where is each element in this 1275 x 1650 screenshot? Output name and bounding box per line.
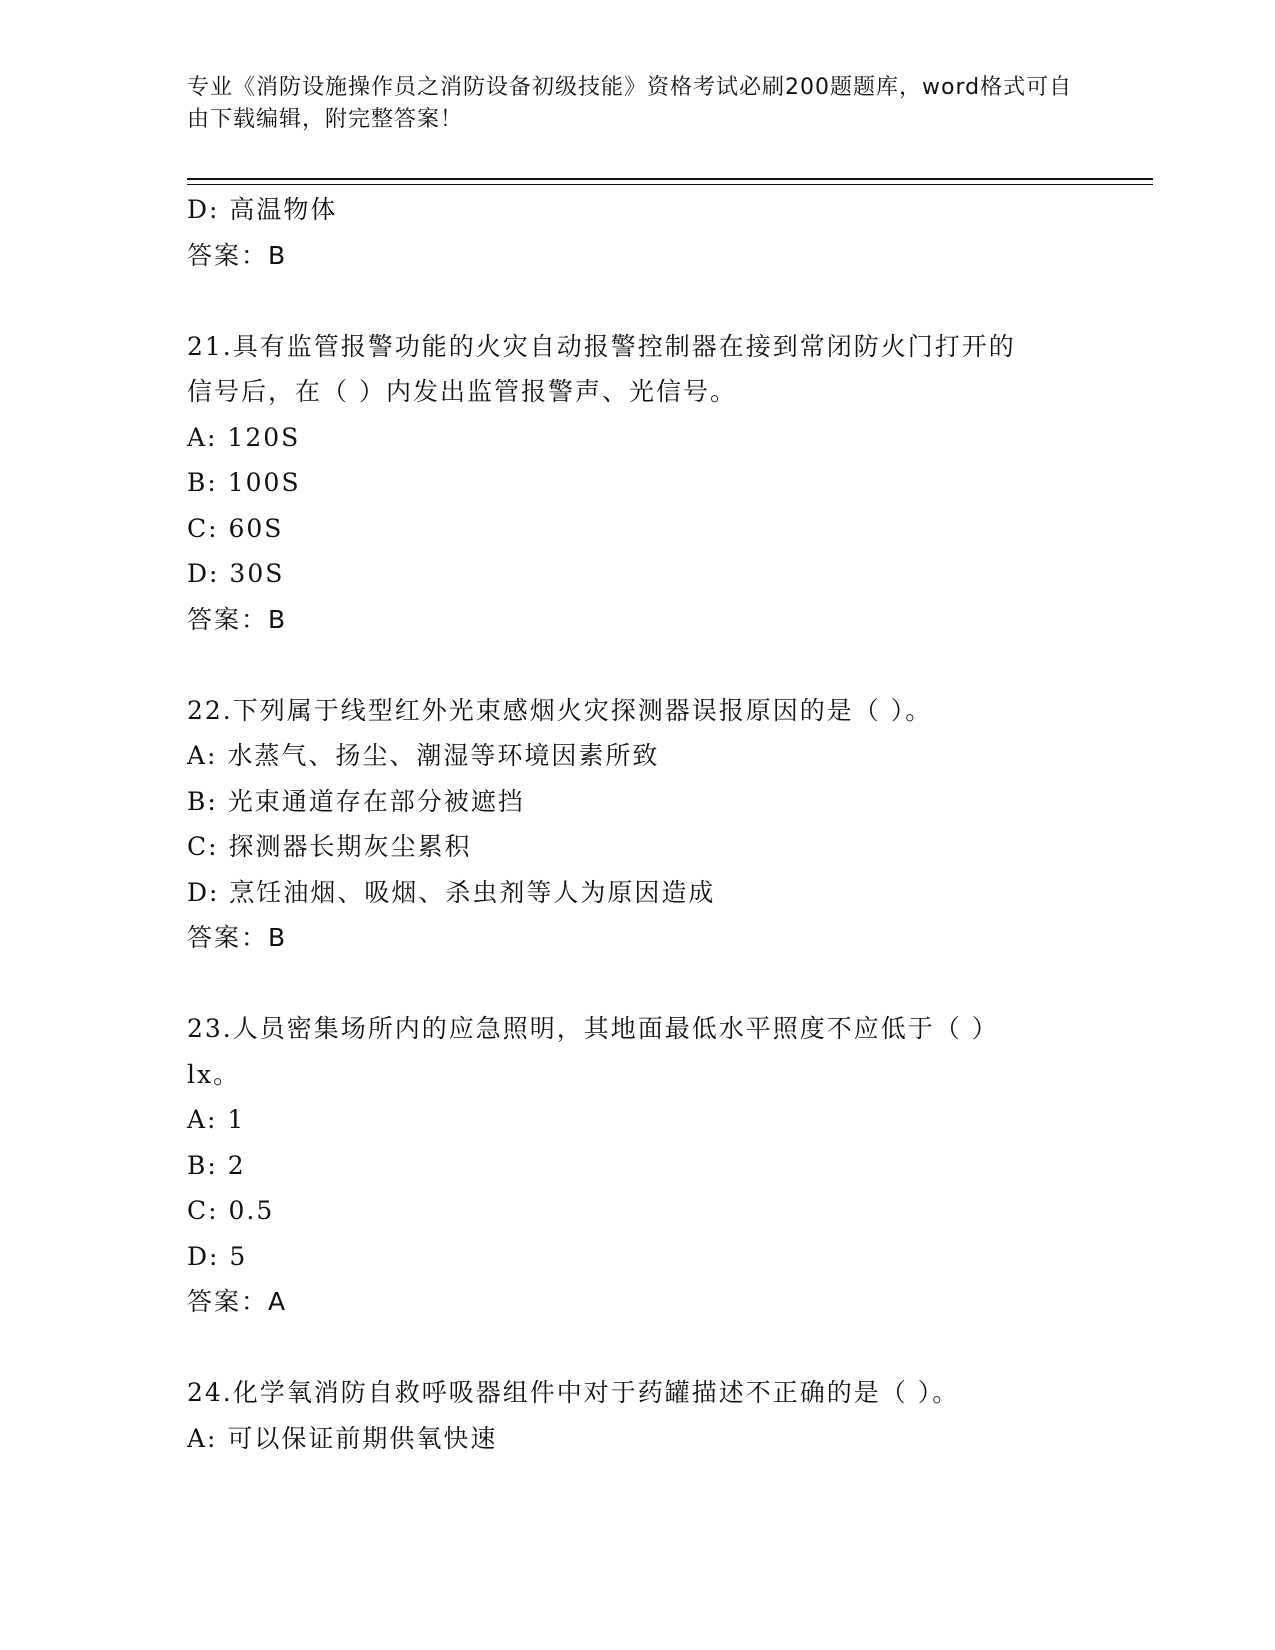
answer: 答案：A [187,1287,288,1316]
header-rule-thin [187,184,1153,185]
header-rule-thick [187,178,1153,180]
question-stem: 21.具有监管报警功能的火灾自动报警控制器在接到常闭防火门打开的 [187,331,1016,361]
option-b: B: 100S [187,468,301,497]
option-a: A: 可以保证前期供氧快速 [187,1423,498,1453]
question-23 [187,1006,1087,1325]
option-d: D: 5 [187,1241,248,1271]
document-header: 专业《消防设施操作员之消防设备初级技能》资格考试必刷200题题库，word格式可自由下载编辑，附完整答案！ [187,75,1073,132]
question-22 [187,688,1087,961]
question-21 [187,324,1087,643]
question-stem: 23.人员密集场所内的应急照明，其地面最低水平照度不应低于（ ） [187,1014,999,1043]
option-d: D: 烹饪油烟、吸烟、杀虫剂等人为原因造成 [187,877,716,907]
option-d: D: 30S [187,559,285,588]
question-stem: 22.下列属于线型红外光束感烟火灾探测器误报原因的是（ ）。 [187,695,933,725]
option-a: A: 120S [187,422,301,452]
question-stem: 24.化学氧消防自救呼吸器组件中对于药罐描述不正确的是（ ）。 [187,1378,960,1407]
option-a: A: 1 [187,1105,246,1134]
option-d: D: 高温物体 [187,195,338,224]
option-c: C: 0.5 [187,1196,275,1225]
answer: 答案：B [187,604,288,634]
document-body [187,187,1087,1461]
question-stem: lx。 [187,1059,241,1089]
option-a: A: 水蒸气、扬尘、潮湿等环境因素所致 [187,741,660,770]
option-c: C: 60S [187,513,284,543]
answer: 答案：B [187,923,288,952]
option-b: B: 2 [187,1150,246,1180]
answer: 答案：B [187,240,288,270]
option-b: B: 光束通道存在部分被遮挡 [187,786,525,816]
option-c: C: 探测器长期灰尘累积 [187,832,472,861]
question-stem: 信号后，在（ ）内发出监管报警声、光信号。 [187,377,737,406]
question-24 [187,1370,1087,1461]
